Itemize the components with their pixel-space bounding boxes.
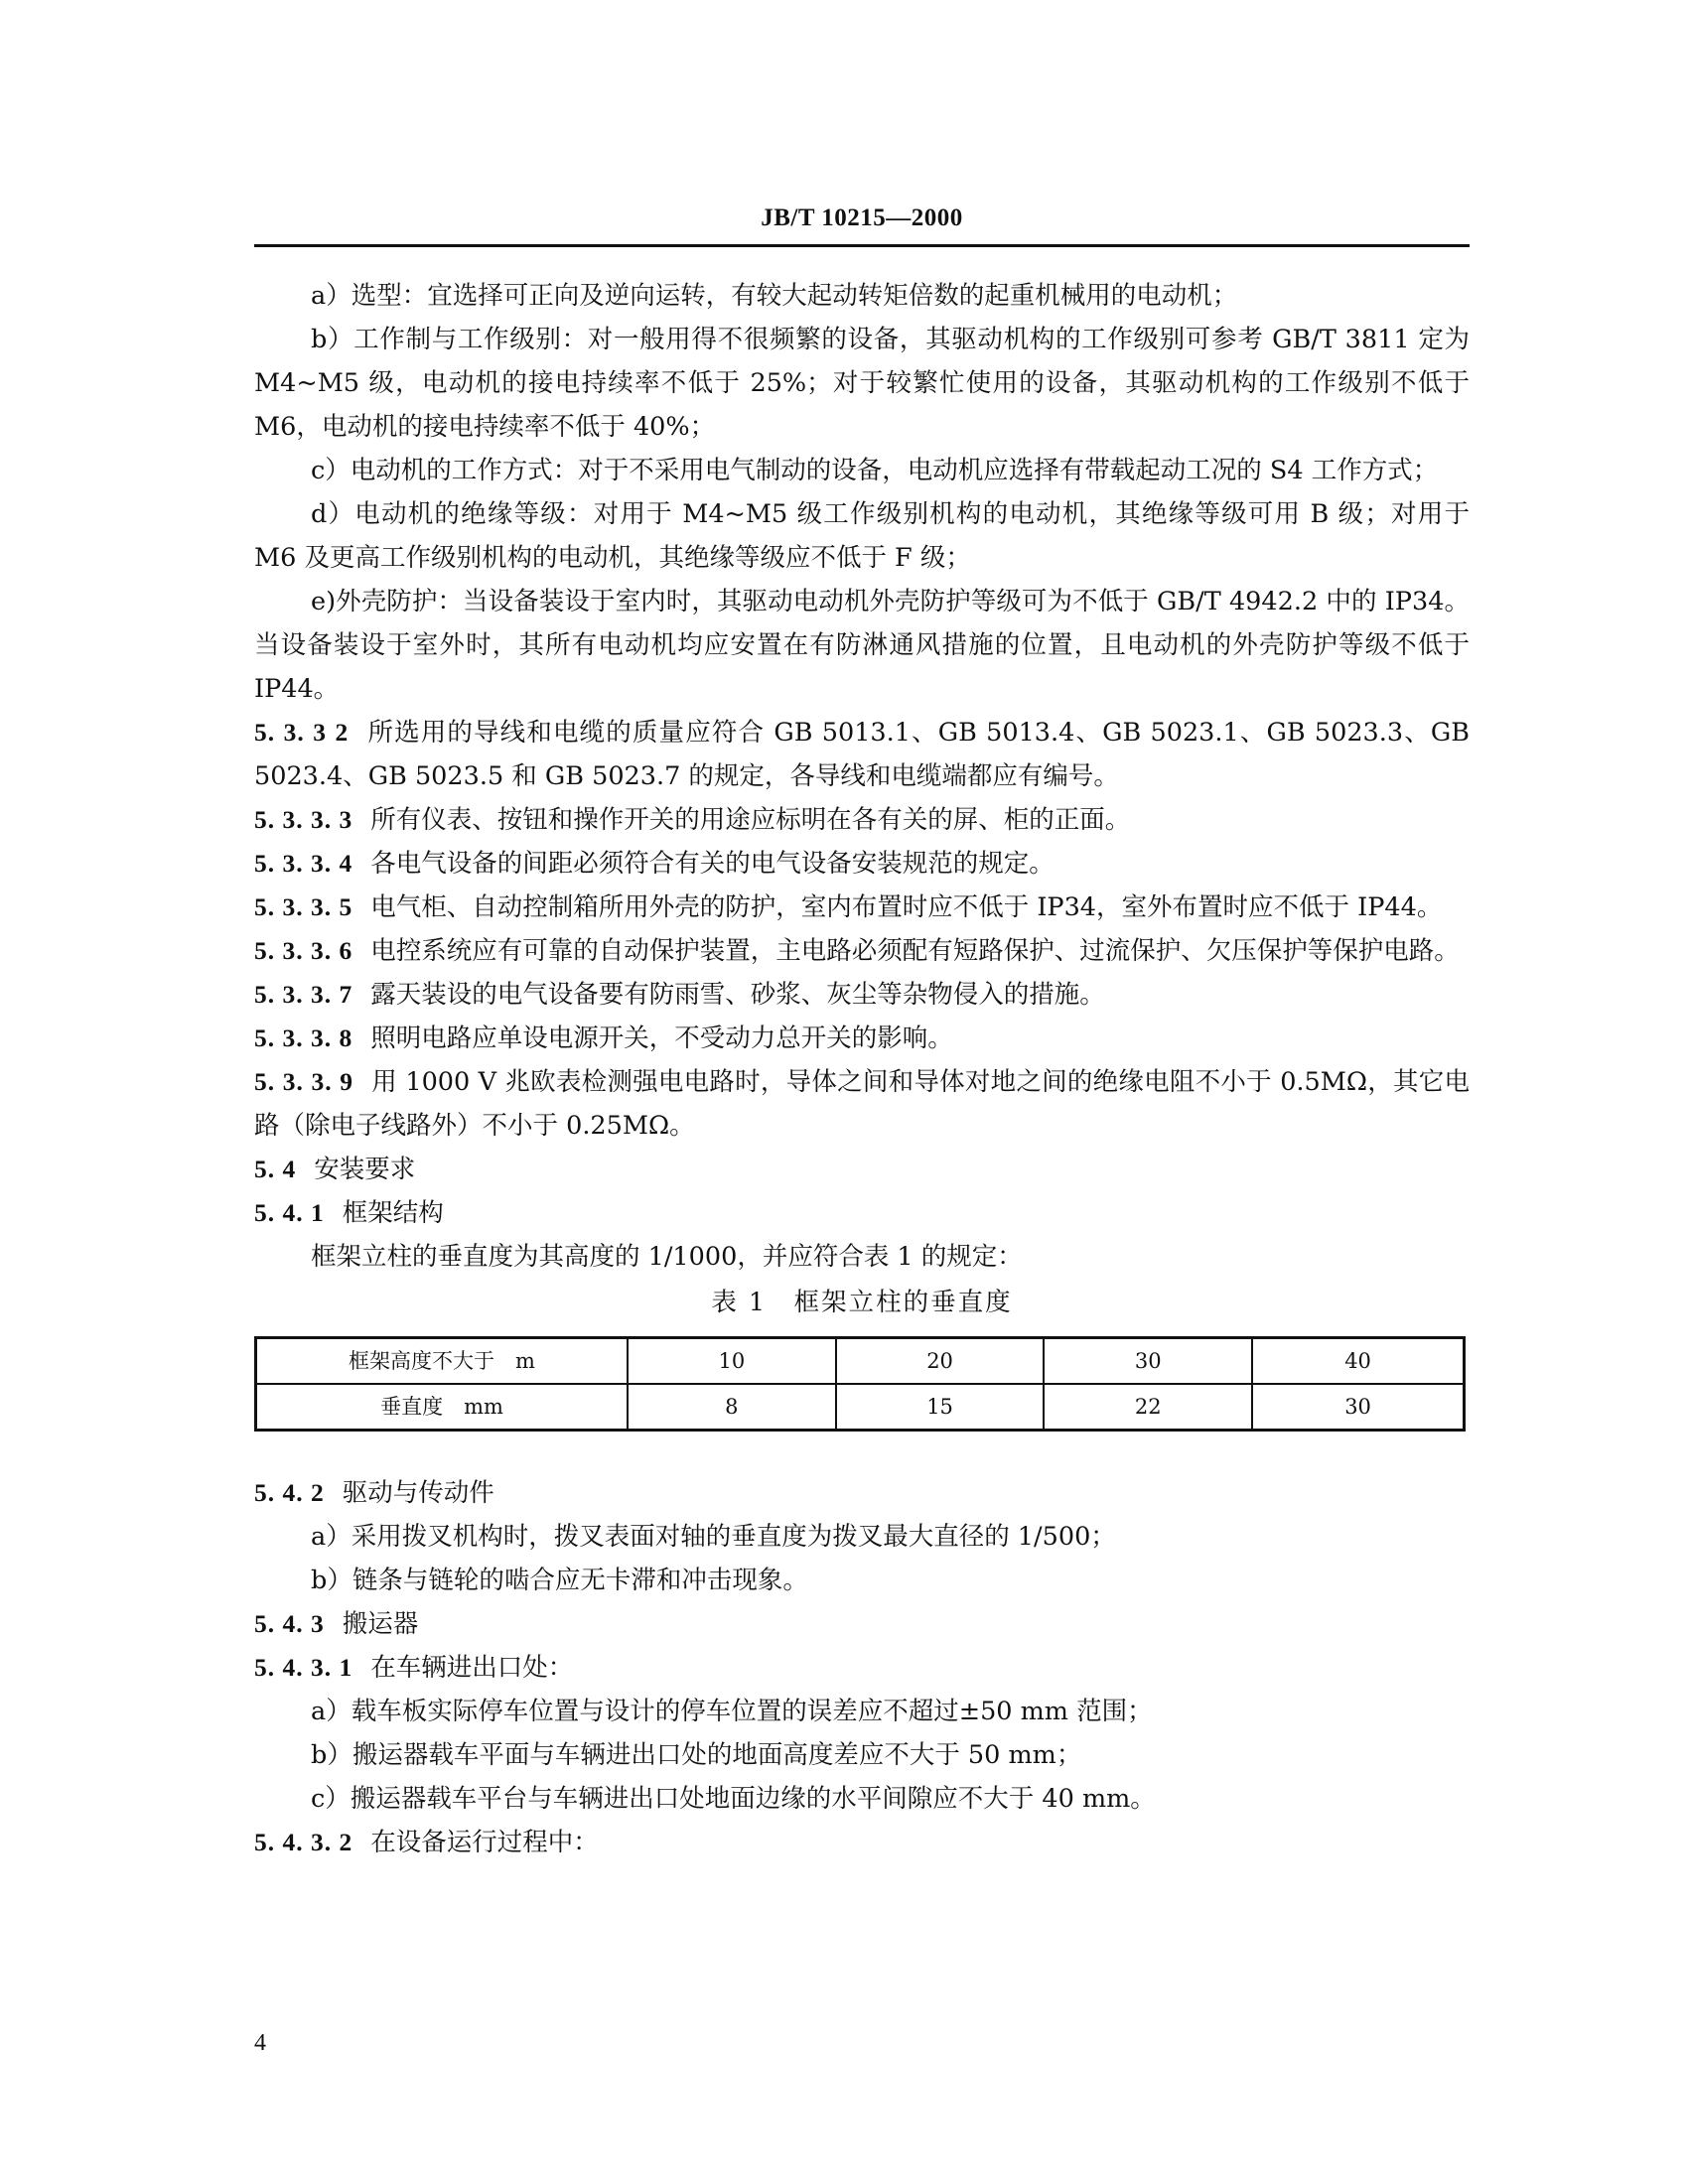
table-row-label: 框架高度不大于 m — [256, 1338, 629, 1385]
clause-5-3-3-3 — [254, 798, 1470, 842]
clause-5-3-3-5 — [254, 886, 1470, 929]
table-row-label: 垂直度 mm — [256, 1384, 629, 1431]
paragraph: c）电动机的工作方式：对于不采用电气制动的设备，电动机应选择有带载起动工况的 S4 工作方式； — [311, 456, 1439, 485]
clause-5-3-3-6 — [254, 929, 1470, 973]
clause-5-3-3-7 — [254, 973, 1470, 1017]
clause-text: 所有仪表、按钮和操作开关的用途应标明在各有关的屏、柜的正面。 — [370, 805, 1131, 835]
clause-number: 5. 3. 3. 8 — [254, 1024, 353, 1052]
table-cell: 15 — [836, 1384, 1045, 1431]
table-cell: 30 — [1252, 1384, 1464, 1431]
clause-text: 所选用的导线和电缆的质量应符合 GB 5013.1、GB 5013.4、GB 5023.1、GB 5023.3、GB 5023.4、GB 5023.5 和 GB 5023.7 的规定，各导线和电缆端都应有编号。 — [254, 718, 1470, 791]
section-title: 框架结构 — [342, 1198, 444, 1228]
section-5-4-3 — [254, 1602, 1470, 1646]
table-cell: 10 — [628, 1338, 836, 1385]
clause-text: 用 1000 V 兆欧表检测强电电路时，导体之间和导体对地之间的绝缘电阻不小于 0.5MΩ，其它电路（除电子线路外）不小于 0.25MΩ。 — [254, 1067, 1470, 1141]
clause-5-3-3-2 — [254, 711, 1470, 798]
header-rule — [254, 244, 1470, 247]
clause-number: 5. 3. 3. 4 — [254, 849, 353, 878]
clause-5-3-3-9 — [254, 1060, 1470, 1148]
document-body — [254, 274, 1470, 1864]
paragraph: b）工作制与工作级别：对一般用得不很频繁的设备，其驱动机构的工作级别可参考 GB/T 3811 定为 M4~M5 级，电动机的接电持续率不低于 25%；对于较繁忙使用的设备，其驱动机构的工作级别不低于 M6，电动机的接电持续率不低于 40%； — [254, 325, 1470, 442]
clause-text: 电控系统应有可靠的自动保护装置，主电路必须配有短路保护、过流保护、欠压保护等保护电路。 — [370, 936, 1460, 966]
clause-text: 照明电路应单设电源开关，不受动力总开关的影响。 — [370, 1024, 953, 1053]
clause-number: 5. 4. 3. 2 — [254, 1828, 353, 1856]
clause-number: 5. 4. 3. 1 — [254, 1653, 353, 1682]
clause-5-4-3-2 — [254, 1821, 1470, 1864]
clause-number: 5. 3. 3. 7 — [254, 980, 353, 1009]
table-cell: 40 — [1252, 1338, 1464, 1385]
paragraph: b）链条与链轮的啮合应无卡滞和冲击现象。 — [311, 1566, 808, 1595]
table-row — [256, 1384, 1465, 1431]
paragraph: a）选型：宜选择可正向及逆向运转，有较大起动转矩倍数的起重机械用的电动机； — [311, 281, 1238, 311]
clause-number: 5. 4. 2 — [254, 1478, 325, 1507]
clause-number: 5. 4. 1 — [254, 1198, 325, 1227]
paragraph: d）电动机的绝缘等级：对用于 M4~M5 级工作级别机构的电动机，其绝缘等级可用 B 级；对用于 M6 及更高工作级别机构的电动机，其绝缘等级应不低于 F 级； — [254, 499, 1470, 573]
clause-5-4-3-1 — [254, 1646, 1470, 1690]
table-caption: 表 1 框架立柱的垂直度 — [711, 1288, 1013, 1317]
section-title: 安装要求 — [314, 1155, 416, 1184]
section-5-4 — [254, 1148, 1470, 1191]
clause-number: 5. 4 — [254, 1155, 297, 1183]
table-row — [256, 1338, 1465, 1385]
clause-5-3-3-4 — [254, 842, 1470, 886]
table-cell: 30 — [1044, 1338, 1252, 1385]
clause-text: 露天装设的电气设备要有防雨雪、砂浆、灰尘等杂物侵入的措施。 — [370, 980, 1105, 1010]
table-cell: 22 — [1044, 1384, 1252, 1431]
paragraph: b）搬运器载车平面与车辆进出口处的地面高度差应不大于 50 mm； — [311, 1740, 1082, 1770]
clause-number: 5. 3. 3. 3 — [254, 805, 353, 834]
verticality-table — [254, 1336, 1466, 1432]
clause-5-3-3-8 — [254, 1017, 1470, 1060]
clause-number: 5. 3. 3. 5 — [254, 892, 353, 921]
clause-number: 5. 3. 3. 9 — [254, 1067, 353, 1096]
paragraph: a）载车板实际停车位置与设计的停车位置的误差应不超过±50 mm 范围； — [311, 1697, 1153, 1726]
paragraph: e)外壳防护：当设备装设于室内时，其驱动电动机外壳防护等级可为不低于 GB/T 4942.2 中的 IP34。当设备装设于室外时，其所有电动机均应安置在有防淋通风措施的位置，且电动机的外壳防护等级不低于 IP44。 — [254, 587, 1470, 704]
clause-number: 5. 3. 3 2 — [254, 718, 350, 747]
table-cell: 8 — [628, 1384, 836, 1431]
clause-number: 5. 4. 3 — [254, 1609, 325, 1638]
section-title: 驱动与传动件 — [342, 1478, 494, 1508]
clause-text: 在设备运行过程中： — [370, 1828, 599, 1857]
clause-text: 电气柜、自动控制箱所用外壳的防护，室内布置时应不低于 IP34，室外布置时应不低于 IP44。 — [370, 892, 1443, 922]
section-5-4-1 — [254, 1191, 1470, 1235]
clause-text: 在车辆进出口处： — [370, 1653, 574, 1683]
paragraph: c）搬运器载车平台与车辆进出口处地面边缘的水平间隙应不大于 40 mm。 — [311, 1784, 1156, 1814]
table-cell: 20 — [836, 1338, 1045, 1385]
clause-number: 5. 3. 3. 6 — [254, 936, 353, 965]
page-number: 4 — [254, 2030, 266, 2056]
section-title: 搬运器 — [342, 1609, 419, 1639]
paragraph: a）采用拨叉机构时，拨叉表面对轴的垂直度为拨叉最大直径的 1/500； — [311, 1522, 1116, 1552]
section-5-4-2 — [254, 1471, 1470, 1515]
paragraph: 框架立柱的垂直度为其高度的 1/1000，并应符合表 1 的规定： — [311, 1242, 1023, 1272]
document-header-id: JB/T 10215—2000 — [761, 205, 963, 231]
clause-text: 各电气设备的间距必须符合有关的电气设备安装规范的规定。 — [370, 849, 1055, 879]
